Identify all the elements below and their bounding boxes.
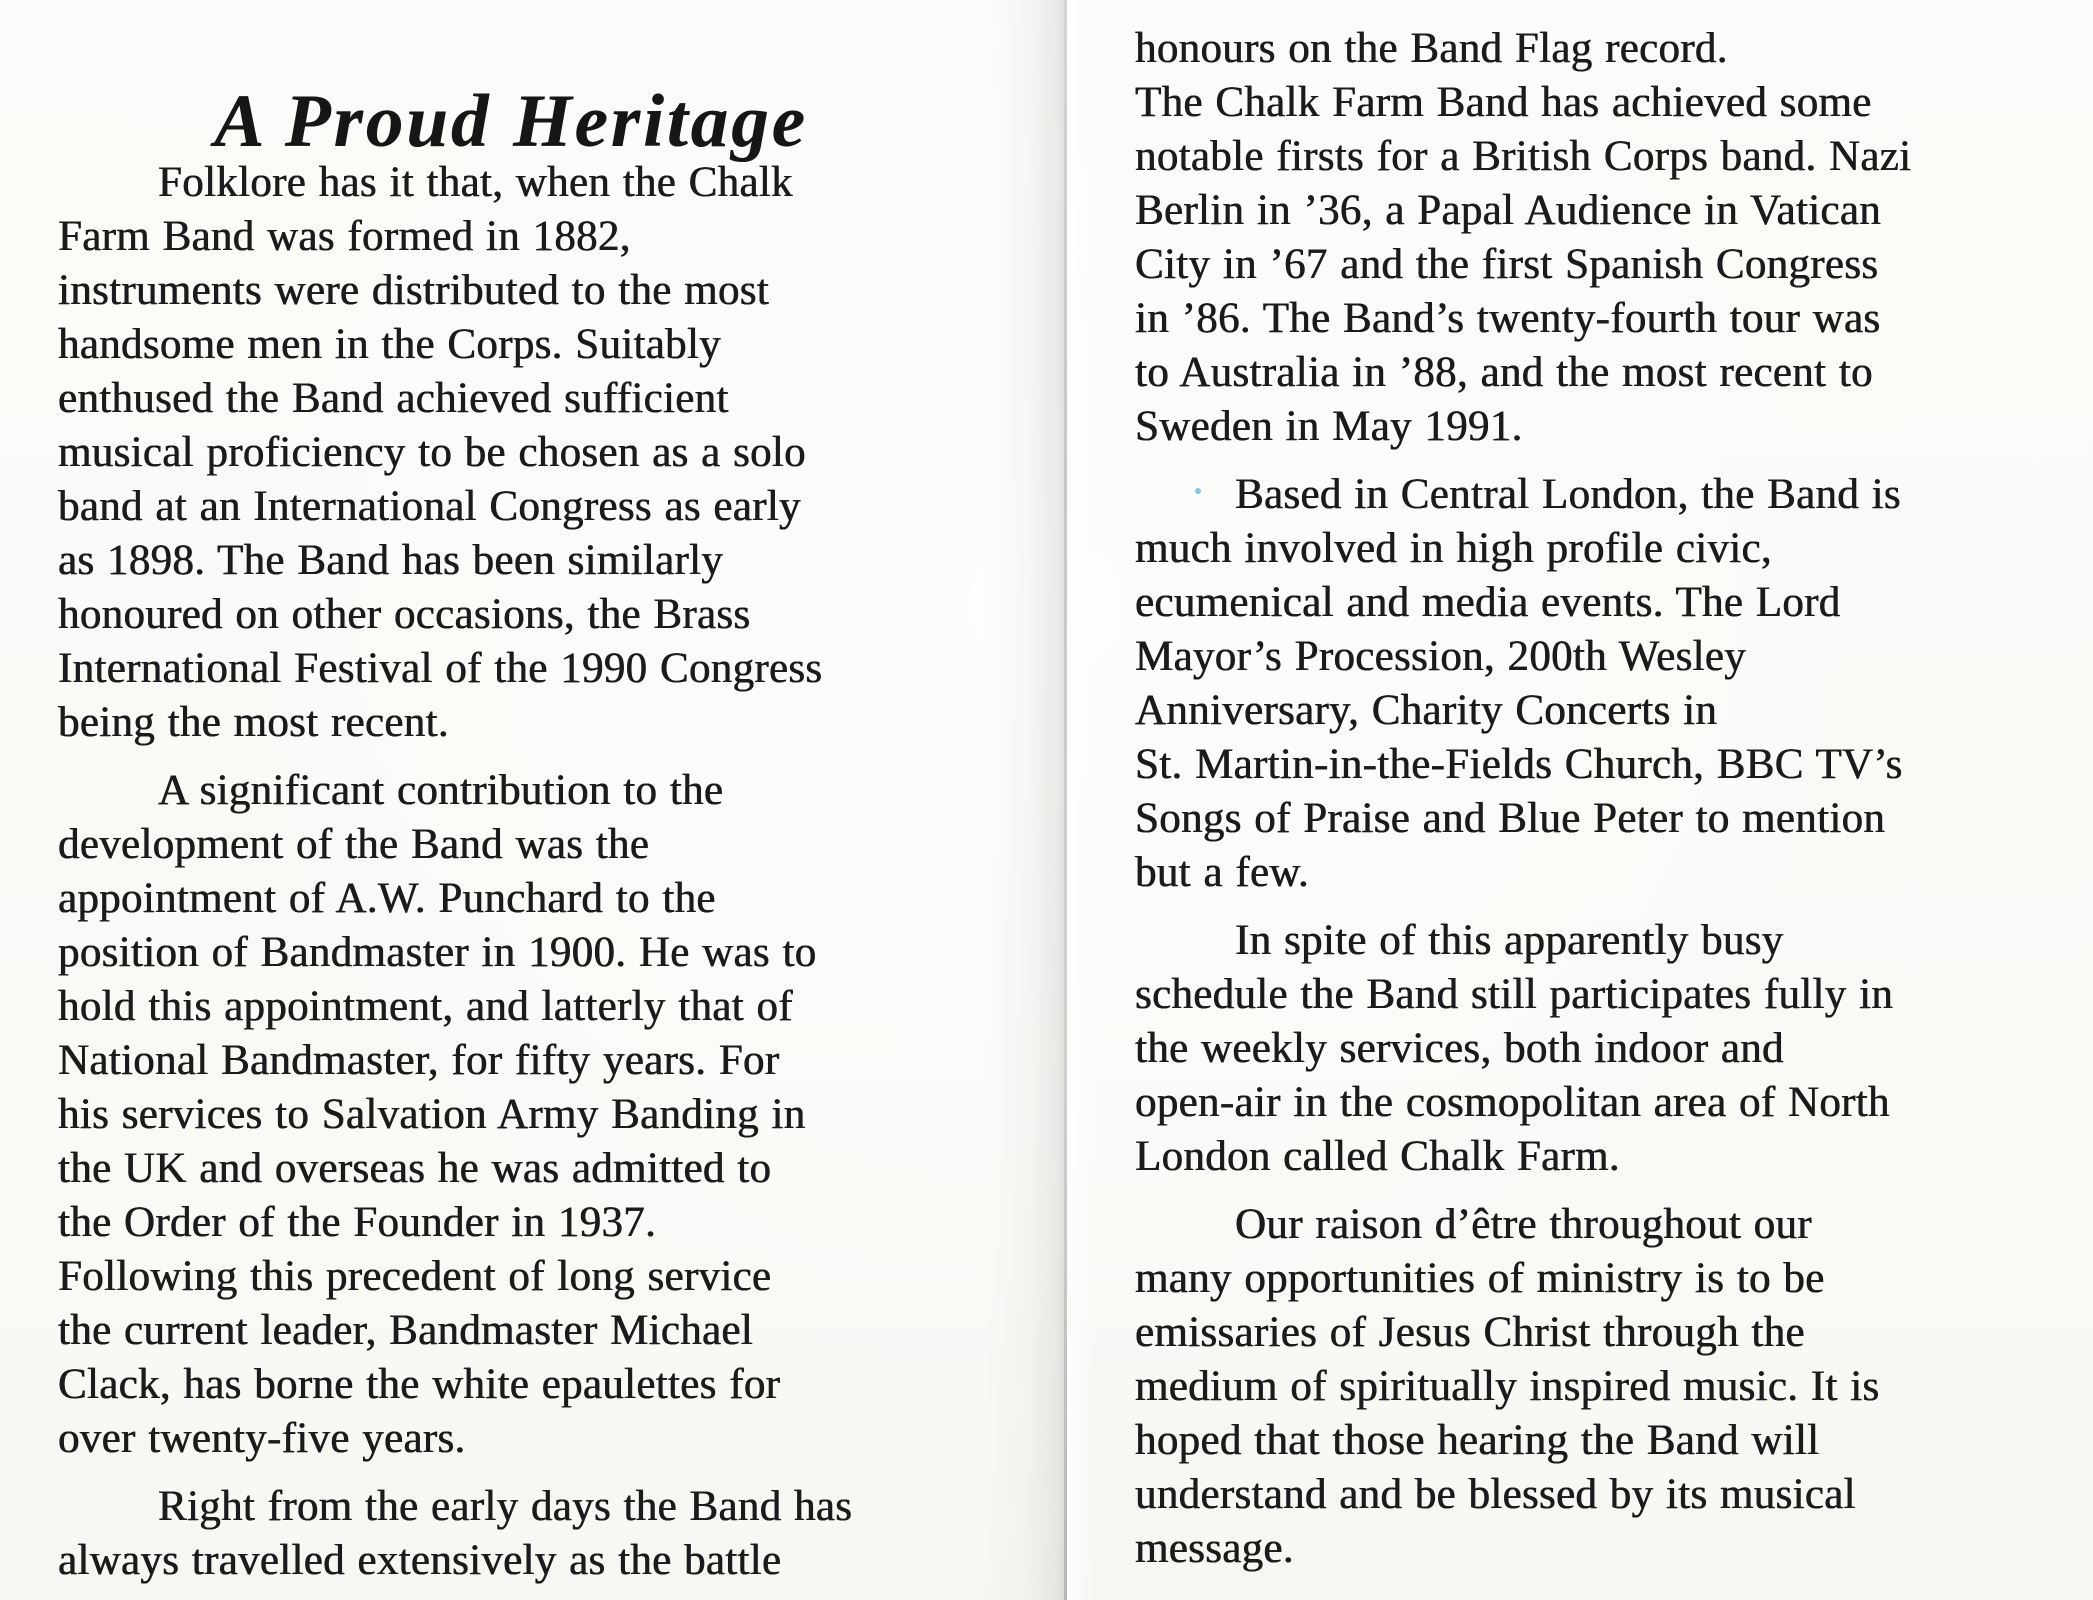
page-fold-line	[1064, 0, 1067, 1600]
text-line: honoured on other occasions, the Brass	[58, 591, 751, 638]
left-page-text	[58, 156, 970, 1588]
text-line: honours on the Band Flag record.	[1135, 25, 1728, 72]
paragraph	[1135, 914, 2061, 1184]
text-line: The Chalk Farm Band has achieved some	[1135, 79, 1872, 126]
text-line: handsome men in the Corps. Suitably	[58, 321, 721, 368]
text-line: schedule the Band still participates fully in	[1135, 971, 1894, 1018]
text-line: open-air in the cosmopolitan area of North	[1135, 1079, 1890, 1126]
text-line: Anniversary, Charity Concerts in	[1135, 687, 1718, 734]
text-line: being the most recent.	[58, 699, 449, 746]
page-title: A Proud Heritage	[214, 80, 808, 164]
text-line: over twenty-five years.	[58, 1415, 466, 1462]
text-line: Berlin in ’36, a Papal Audience in Vatican	[1135, 187, 1881, 234]
text-line: the UK and overseas he was admitted to	[58, 1145, 772, 1192]
text-line: band at an International Congress as early	[58, 483, 801, 530]
paragraph	[1135, 22, 2061, 454]
paragraph	[1135, 1198, 2061, 1576]
text-line: position of Bandmaster in 1900. He was to	[58, 929, 817, 976]
text-line: hold this appointment, and latterly that of	[58, 983, 793, 1030]
text-line: Our raison d’être throughout our	[1235, 1201, 1812, 1248]
text-line: musical proficiency to be chosen as a solo	[58, 429, 806, 476]
text-line: Songs of Praise and Blue Peter to mention	[1135, 795, 1886, 842]
text-line: Clack, has borne the white epaulettes for	[58, 1361, 781, 1408]
text-line: in ’86. The Band’s twenty-fourth tour was	[1135, 295, 1881, 342]
text-line: ecumenical and media events. The Lord	[1135, 579, 1841, 626]
text-line: London called Chalk Farm.	[1135, 1133, 1620, 1180]
text-line: National Bandmaster, for fifty years. For	[58, 1037, 780, 1084]
paragraph	[1135, 468, 2061, 900]
paragraph	[58, 764, 970, 1466]
text-line: his services to Salvation Army Banding in	[58, 1091, 806, 1138]
text-line: much involved in high profile civic,	[1135, 525, 1772, 572]
text-line: Sweden in May 1991.	[1135, 403, 1523, 450]
text-line: as 1898. The Band has been similarly	[58, 537, 724, 584]
text-line: Based in Central London, the Band is	[1235, 471, 1901, 518]
text-line: the current leader, Bandmaster Michael	[58, 1307, 754, 1354]
text-line: Farm Band was formed in 1882,	[58, 213, 631, 260]
text-line: to Australia in ’88, and the most recent to	[1135, 349, 1873, 396]
text-line: hoped that those hearing the Band will	[1135, 1417, 1820, 1464]
text-line: always travelled extensively as the battle	[58, 1537, 782, 1584]
text-line: In spite of this apparently busy	[1235, 917, 1784, 964]
text-line: many opportunities of ministry is to be	[1135, 1255, 1825, 1302]
right-page-text	[1135, 22, 2061, 1576]
text-line: medium of spiritually inspired music. It is	[1135, 1363, 1880, 1410]
text-line: enthused the Band achieved sufficient	[58, 375, 729, 422]
text-line: Right from the early days the Band has	[158, 1483, 853, 1530]
text-line: St. Martin-in-the-Fields Church, BBC TV’s	[1135, 741, 1903, 788]
text-line: development of the Band was the	[58, 821, 650, 868]
text-line: International Festival of the 1990 Congress	[58, 645, 823, 692]
text-line: A significant contribution to the	[158, 767, 724, 814]
text-line: the weekly services, both indoor and	[1135, 1025, 1784, 1072]
text-line: understand and be blessed by its musical	[1135, 1471, 1856, 1518]
paragraph	[58, 1480, 970, 1588]
text-line: notable firsts for a British Corps band. Nazi	[1135, 133, 1912, 180]
page-fold-shadow	[986, 0, 1064, 1600]
text-line: emissaries of Jesus Christ through the	[1135, 1309, 1805, 1356]
text-line: but a few.	[1135, 849, 1309, 896]
text-line: Following this precedent of long service	[58, 1253, 772, 1300]
text-line: message.	[1135, 1525, 1294, 1572]
text-line: Mayor’s Procession, 200th Wesley	[1135, 633, 1746, 680]
text-line: Folklore has it that, when the Chalk	[158, 159, 793, 206]
paragraph	[58, 156, 970, 750]
text-line: the Order of the Founder in 1937.	[58, 1199, 657, 1246]
page-fold-highlight	[1067, 0, 1093, 1600]
text-line: City in ’67 and the first Spanish Congress	[1135, 241, 1879, 288]
text-line: instruments were distributed to the most	[58, 267, 769, 314]
text-line: appointment of A.W. Punchard to the	[58, 875, 716, 922]
